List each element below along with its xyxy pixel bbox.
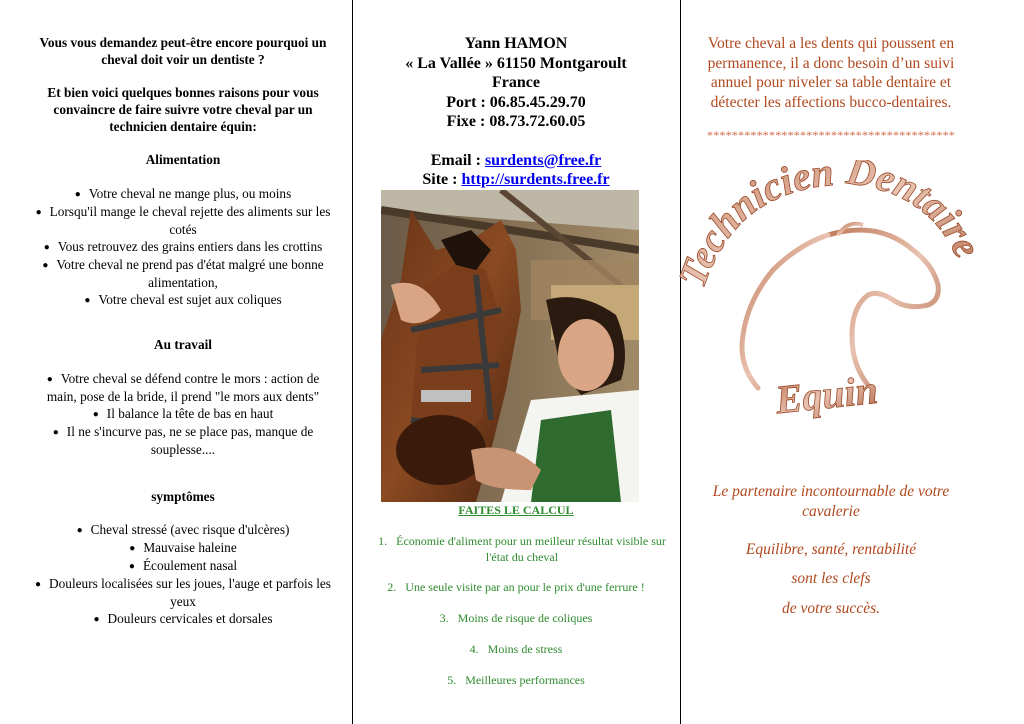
tagline-line-1: Equilibre, santé, rentabilité [745,541,917,558]
logo [678,160,978,430]
contact-phone-fixed: Fixe : 08.73.72.60.05 [446,113,586,130]
right-column [678,0,978,724]
logo-text: echnicien Dentair [678,160,978,275]
bullet-icon: ● [93,614,100,625]
section-title-symptomes: symptômes [151,489,215,504]
bullet-icon: ● [46,374,53,385]
contact-address: « La Vallée » 61150 Montgaroult [405,54,627,72]
contact-email-row: Email : surdents@free.fr [430,151,602,169]
bullet-icon: ● [129,543,136,554]
contact-country: France [492,74,540,91]
horse-and-technician-image [381,190,639,502]
contact-phone-mobile: Port : 06.85.45.29.70 [446,93,586,111]
bullet-icon: ● [76,525,83,536]
contact-site-row: Site : http://surdents.free.fr [422,171,610,188]
list-item: ● Il ne s'incurve pas, ne se place pas, manque de souplesse.... [52,424,314,457]
tagline-partner: Le partenaire incontournable de votre cavalerie [712,483,950,520]
list-symptomes [28,521,338,628]
section-title-travail: Au travail [154,337,212,352]
intro-text: Votre cheval a les dents qui poussent en permanence, il a donc besoin d’un suivi annuel pour niveler sa table dentaire et détecter les affections bucco-dentaires. [707,35,955,111]
calc-item: 3. Moins de risque de coliques [439,611,593,625]
bullet-icon: ● [43,242,50,253]
list-item: ● Douleurs cervicales et dorsales [93,611,273,626]
contact-name: Yann HAMON [464,35,568,52]
list-travail [28,370,338,458]
section-title-alimentation: Alimentation [145,152,221,167]
intro-reasons: Et bien voici quelques bonnes raisons pour vous convaincre de faire suivre votre cheval par un technicien dentaire équin: [47,85,319,134]
bullet-icon: ● [128,561,135,572]
bullet-icon: ● [52,427,59,438]
divider-left [352,0,353,724]
bullet-icon: ● [92,409,99,420]
list-item: ● Vous retrouvez des grains entiers dans les crottins [43,239,323,254]
stars-divider: **************************************** [707,128,955,142]
list-item: ● Mauvaise haleine [129,540,237,555]
list-item: ● Douleurs localisées sur les joues, l'auge et parfois les yeux [35,576,331,609]
calc-title: FAITES LE CALCUL [458,503,574,517]
calc-item: 2. Une seule visite par an pour le prix d'une ferrure ! [387,580,645,594]
list-alimentation [28,185,338,309]
logo-text-equin: Equin [773,366,880,423]
tagline-line-3: de votre succès. [782,600,880,617]
list-item: ● Votre cheval ne mange plus, ou moins [74,186,292,201]
website-link[interactable]: http://surdents.free.fr [461,171,610,188]
email-link[interactable]: surdents@free.fr [484,151,602,169]
bullet-icon: ● [35,207,42,218]
calc-item: 5. Meilleures performances [447,673,585,687]
list-item: ● Votre cheval ne prend pas d'état malgré une bonne alimentation, [42,257,324,290]
tagline-line-2: sont les clefs [791,570,871,587]
list-item: ● Lorsqu'il mange le cheval rejette des aliments sur les cotés [35,204,331,237]
calc-item: 1. Économie d'aliment pour un meilleur résultat visible sur l'état du cheval [378,534,666,564]
bullet-icon: ● [35,579,42,590]
list-item: ● Écoulement nasal [128,558,238,573]
bullet-icon: ● [42,260,49,271]
intro-question: Vous vous demandez peut-être encore pourquoi un cheval doit voir un dentiste ? [39,35,327,67]
bullet-icon: ● [74,189,81,200]
list-item: ● Il balance la tête de bas en haut [92,406,274,421]
calc-item: 4. Moins de stress [469,642,563,656]
horse-photo [381,190,639,502]
list-item: ● Cheval stressé (avec risque d'ulcères) [76,522,290,537]
bullet-icon: ● [84,295,91,306]
list-item: ● Votre cheval est sujet aux coliques [84,292,282,307]
middle-column [360,0,672,724]
contact-block [360,34,672,190]
horse-head-logo-icon [678,160,978,430]
list-item: ● Votre cheval se défend contre le mors : action de main, pose de la bride, il prend "le mors aux dents" [46,371,320,404]
